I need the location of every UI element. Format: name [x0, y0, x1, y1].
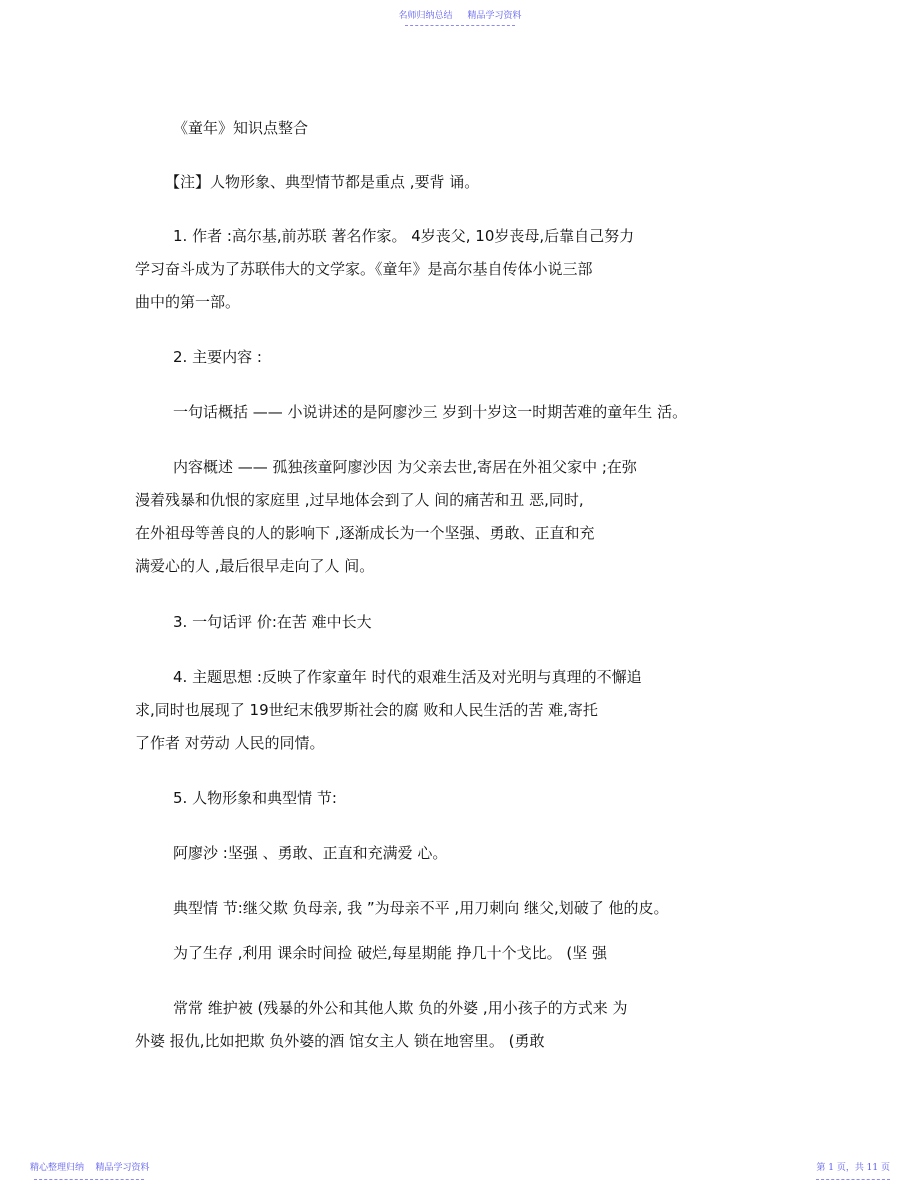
page-number: 第 1 页，共 11 页 — [816, 1163, 890, 1173]
paragraph-line: 1. 作者 :高尔基,前苏联 著名作家。 4岁丧父, 10岁丧母,后靠自己努力 — [173, 227, 635, 245]
paragraph-line: 3. 一句话评 价:在苦 难中长大 — [173, 613, 372, 631]
footer-right-divider — [816, 1179, 890, 1180]
paragraph-line: 满爱心的人 ,最后很早走向了人 间。 — [135, 557, 375, 575]
footer-left — [30, 1160, 149, 1180]
footer-left-text2: 精品学习资料 — [95, 1163, 150, 1173]
paragraph-line: 4. 主题思想 :反映了作家童年 时代的艰难生活及对光明与真理的不懈追 — [173, 668, 642, 686]
header-divider — [405, 25, 515, 26]
footer-left-text: 精心整理归纳 — [30, 1163, 85, 1173]
note: 【注】人物形象、典型情节都是重点 ,要背 诵。 — [165, 173, 480, 191]
footer-right — [816, 1160, 890, 1180]
paragraph-line: 学习奋斗成为了苏联伟大的文学家。《童年》是高尔基自传体小说三部 — [135, 260, 593, 278]
paragraph-line: 外婆 报仇,比如把欺 负外婆的酒 馆女主人 锁在地窖里。 (勇敢 — [135, 1032, 545, 1050]
paragraph-line: 典型情 节:继父欺 负母亲, 我 ”为母亲不平 ,用刀刺向 继父,划破了 他的皮。 — [173, 899, 669, 917]
paragraph-line: 阿廖沙 :坚强 、勇敢、正直和充满爱 心。 — [173, 844, 448, 862]
paragraph-line: 内容概述 —— 孤独孩童阿廖沙因 为父亲去世,寄居在外祖父家中 ;在弥 — [173, 458, 637, 476]
header-right: 精品学习资料 — [467, 11, 522, 21]
paragraph-line: 了作者 对劳动 人民的同情。 — [135, 734, 325, 752]
doc-title: 《童年》知识点整合 — [173, 119, 309, 137]
paragraph-line: 5. 人物形象和典型情 节: — [173, 789, 337, 807]
paragraph-line: 2. 主要内容 : — [173, 348, 262, 366]
footer-left-divider — [34, 1179, 144, 1180]
paragraph-line: 求,同时也展现了 19世纪末俄罗斯社会的腐 败和人民生活的苦 难,寄托 — [135, 701, 598, 719]
paragraph-line: 为了生存 ,利用 课余时间捡 破烂,每星期能 挣几十个戈比。 (坚 强 — [173, 944, 607, 962]
paragraph-line: 在外祖母等善良的人的影响下 ,逐渐成长为一个坚强、勇敢、正直和充 — [135, 524, 595, 542]
paragraph-line: 漫着残暴和仇恨的家庭里 ,过早地体会到了人 间的痛苦和丑 恶,同时, — [135, 491, 584, 509]
paragraph-line: 一句话概括 —— 小说讲述的是阿廖沙三 岁到十岁这一时期苦难的童年生 活。 — [173, 403, 688, 421]
paragraph-line: 曲中的第一部。 — [135, 293, 241, 311]
header-left: 名师归纳总结 — [398, 11, 453, 21]
page-header — [0, 8, 920, 26]
paragraph-line: 常常 维护被 (残暴的外公和其他人欺 负的外婆 ,用小孩子的方式来 为 — [173, 999, 628, 1017]
